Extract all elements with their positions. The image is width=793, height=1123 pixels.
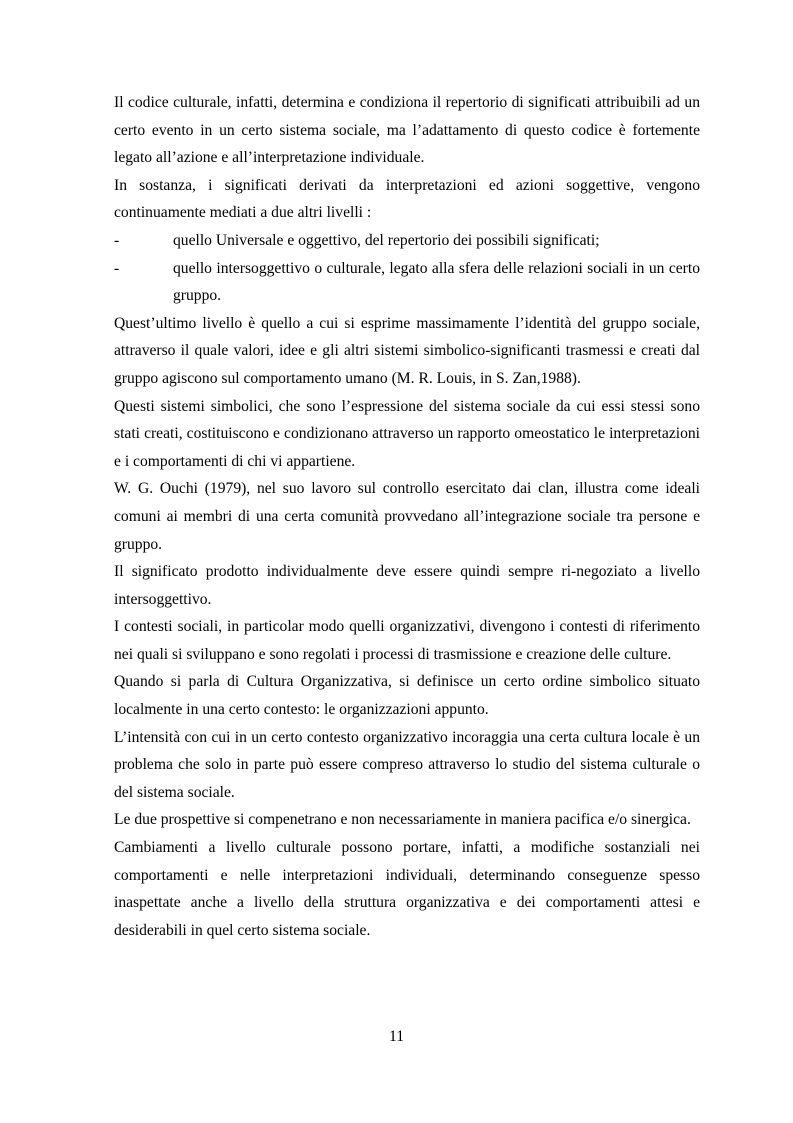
paragraph: Le due prospettive si compenetrano e non necessariamente in maniera pacifica e/o sinergica.	[114, 811, 691, 829]
paragraph: Il codice culturale, infatti, determina e condiziona il repertorio di significati attribuibili ad un certo evento in un certo sistema sociale, ma l’adattamento di questo codice è fortemente legato all’azione e all’interpretazione individuale.	[114, 94, 700, 167]
page-number: 11	[388, 1028, 404, 1045]
paragraph: Il significato prodotto individualmente deve essere quindi sempre ri-negoziato a livello intersoggettivo.	[114, 563, 700, 608]
list-marker: -	[114, 259, 120, 277]
paragraph: Cambiamenti a livello culturale possono portare, infatti, a modifiche sostanziali nei comportamenti e nelle interpretazioni individuali, determinando conseguenze spesso inaspettate anche a livello della struttura organizzativa e dei comportamenti attesi e desiderabili in quel certo sistema sociale.	[114, 839, 700, 939]
paragraph: Quando si parla di Cultura Organizzativa, si definisce un certo ordine simbolico situato localmente in una certo contesto: le organizzazioni appunto.	[114, 673, 700, 719]
page-body	[114, 89, 700, 944]
paragraph: In sostanza, i significati derivati da interpretazioni ed azioni soggettive, vengono continuamente mediati a due altri livelli :	[114, 176, 700, 222]
list-item-text: quello intersoggettivo o culturale, legato alla sfera delle relazioni sociali in un certo gruppo.	[173, 259, 700, 305]
paragraph: W. G. Ouchi (1979), nel suo lavoro sul controllo esercitato dai clan, illustra come ideali comuni ai membri di una certa comunità provvedano all’integrazione sociale tra persone e gruppo.	[114, 480, 700, 553]
list-item	[114, 227, 700, 255]
paragraph: I contesti sociali, in particolar modo quelli organizzativi, divengono i contesti di riferimento nei quali si sviluppano e sono regolati i processi di trasmissione e creazione delle culture.	[114, 618, 700, 663]
list-item	[114, 255, 700, 310]
paragraph: Questi sistemi simbolici, che sono l’espressione del sistema sociale da cui essi stessi sono stati creati, costituiscono e condizionano attraverso un rapporto omeostatico le interpretazioni e i comportamenti di chi vi appartiene.	[114, 397, 700, 470]
paragraph: L’intensità con cui in un certo contesto organizzativo incoraggia una certa cultura locale è un problema che solo in parte può essere compreso attraverso lo studio del sistema culturale o del sistema sociale.	[114, 728, 700, 801]
list-item-text: quello Universale e oggettivo, del repertorio dei possibili significati;	[173, 231, 600, 249]
paragraph: Quest’ultimo livello è quello a cui si esprime massimamente l’identità del gruppo sociale, attraverso il quale valori, idee e gli altri sistemi simbolico-significanti trasmessi e creati dal gruppo agiscono sul comportamento umano (M. R. Louis, in S. Zan,1988).	[114, 314, 700, 387]
list-marker: -	[114, 231, 120, 249]
